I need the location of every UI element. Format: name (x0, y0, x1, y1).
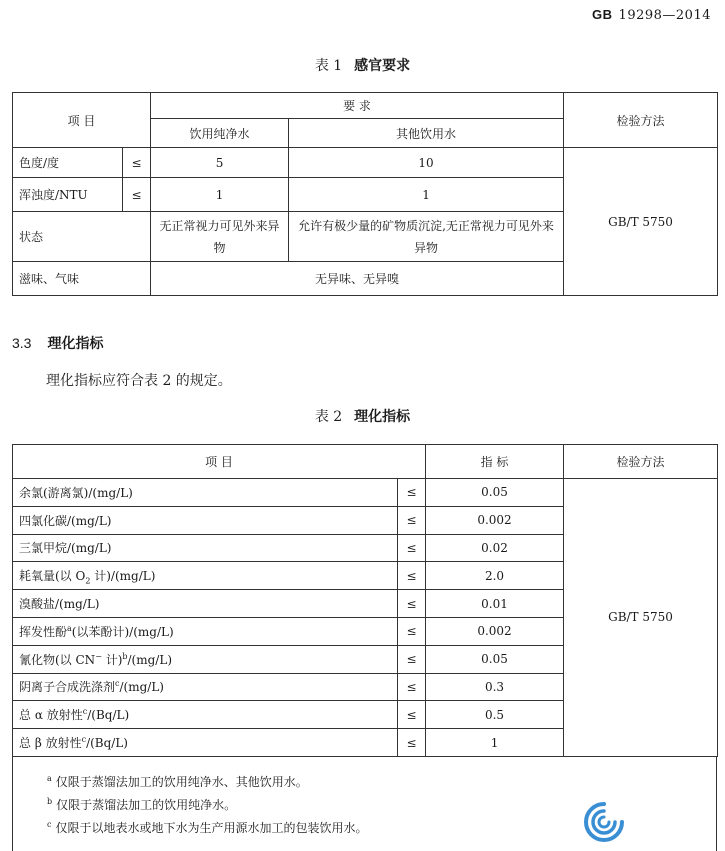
le-symbol: ≤ (123, 148, 151, 178)
le-symbol: ≤ (398, 506, 426, 534)
le-symbol: ≤ (398, 729, 426, 757)
footnote-a: $^a$ 仅限于蒸馏法加工的饮用纯净水、其他饮用水。 (47, 774, 308, 789)
body-paragraph: 理化指标应符合表 2 的规定。 (46, 373, 232, 389)
le-symbol: ≤ (398, 645, 426, 673)
sensory-requirements-table (12, 92, 718, 296)
table1-header-pure: 饮用纯净水 (151, 119, 289, 148)
row-item: 滋味、气味 (13, 262, 151, 296)
table1-header-requirement: 要 求 (151, 93, 564, 119)
table1-caption (0, 55, 725, 75)
row-value: 0.05 (426, 645, 564, 673)
le-symbol: ≤ (398, 617, 426, 645)
row-item: 状态 (13, 212, 151, 262)
section-number: 3.3 (12, 335, 32, 351)
footnote-b: $^b$ 仅限于蒸馏法加工的饮用纯净水。 (47, 797, 237, 812)
row-other-value: 1 (289, 178, 564, 212)
row-value: 0.02 (426, 534, 564, 562)
row-pure-value: 1 (151, 178, 289, 212)
row-value: 0.01 (426, 590, 564, 618)
row-pure-value: 无正常视力可见外来异物 (151, 212, 289, 262)
watermark-logo-icon (583, 801, 625, 843)
le-symbol: ≤ (398, 590, 426, 618)
table2-caption (0, 406, 725, 426)
le-symbol: ≤ (398, 701, 426, 729)
table-row (13, 479, 718, 507)
row-item: 浑浊度/NTU (13, 178, 123, 212)
table-row (13, 148, 718, 178)
row-value: 0.002 (426, 617, 564, 645)
table2-header-value: 指 标 (426, 445, 564, 479)
row-other-value: 允许有极少量的矿物质沉淀,无正常视力可见外来异物 (289, 212, 564, 262)
row-item: 总 α 放射性$^c$/(Bq/L) (13, 701, 398, 729)
physicochemical-indicators-table (12, 444, 718, 757)
table2-caption-title: 理化指标 (354, 409, 411, 425)
row-other-value: 10 (289, 148, 564, 178)
row-value: 0.3 (426, 673, 564, 701)
row-value: 0.05 (426, 479, 564, 507)
standard-code (592, 7, 711, 23)
row-item: 挥发性酚$^a$(以苯酚计)/(mg/L) (13, 617, 398, 645)
table1-caption-number: 表 1 (314, 58, 343, 74)
table1-caption-title: 感官要求 (354, 58, 411, 74)
section-title: 理化指标 (47, 336, 104, 352)
row-value: 0.002 (426, 506, 564, 534)
row-pure-value: 5 (151, 148, 289, 178)
standard-prefix: GB (592, 7, 613, 22)
le-symbol: ≤ (398, 562, 426, 590)
row-item: 三氯甲烷/(mg/L) (13, 534, 398, 562)
row-value: 0.5 (426, 701, 564, 729)
row-item: 阴离子合成洗涤剂$^c$/(mg/L) (13, 673, 398, 701)
table2-header-item: 项 目 (13, 445, 426, 479)
row-item: 总 β 放射性$^c$/(Bq/L) (13, 729, 398, 757)
standard-number: 19298—2014 (618, 8, 711, 23)
le-symbol: ≤ (123, 178, 151, 212)
footnote-c: $^c$ 仅限于以地表水或地下水为生产用源水加工的包装饮用水。 (47, 820, 368, 835)
row-item: 色度/度 (13, 148, 123, 178)
table2-header-method: 检验方法 (564, 445, 718, 479)
section-heading (12, 333, 103, 353)
row-item: 余氯(游离氯)/(mg/L) (13, 479, 398, 507)
row-value: 1 (426, 729, 564, 757)
row-item: 溴酸盐/(mg/L) (13, 590, 398, 618)
row-item: 氰化物(以 CN− 计)$^b$/(mg/L) (13, 645, 398, 673)
le-symbol: ≤ (398, 479, 426, 507)
table2-caption-number: 表 2 (314, 409, 343, 425)
le-symbol: ≤ (398, 534, 426, 562)
row-item: 耗氧量(以 $O_2$ 计)/(mg/L) (13, 562, 398, 590)
table1-header-other: 其他饮用水 (289, 119, 564, 148)
logo-arc-middle (593, 811, 615, 833)
table2-method-value: GB/T 5750 (564, 479, 718, 757)
row-merged-value: 无异味、无异嗅 (151, 262, 564, 296)
row-value: 2.0 (426, 562, 564, 590)
row-item: 四氯化碳/(mg/L) (13, 506, 398, 534)
table1-header-item: 项 目 (13, 93, 151, 148)
le-symbol: ≤ (398, 673, 426, 701)
logo-arc-inner (599, 817, 609, 827)
table1-method-value: GB/T 5750 (564, 148, 718, 296)
table1-header-method: 检验方法 (564, 93, 718, 148)
